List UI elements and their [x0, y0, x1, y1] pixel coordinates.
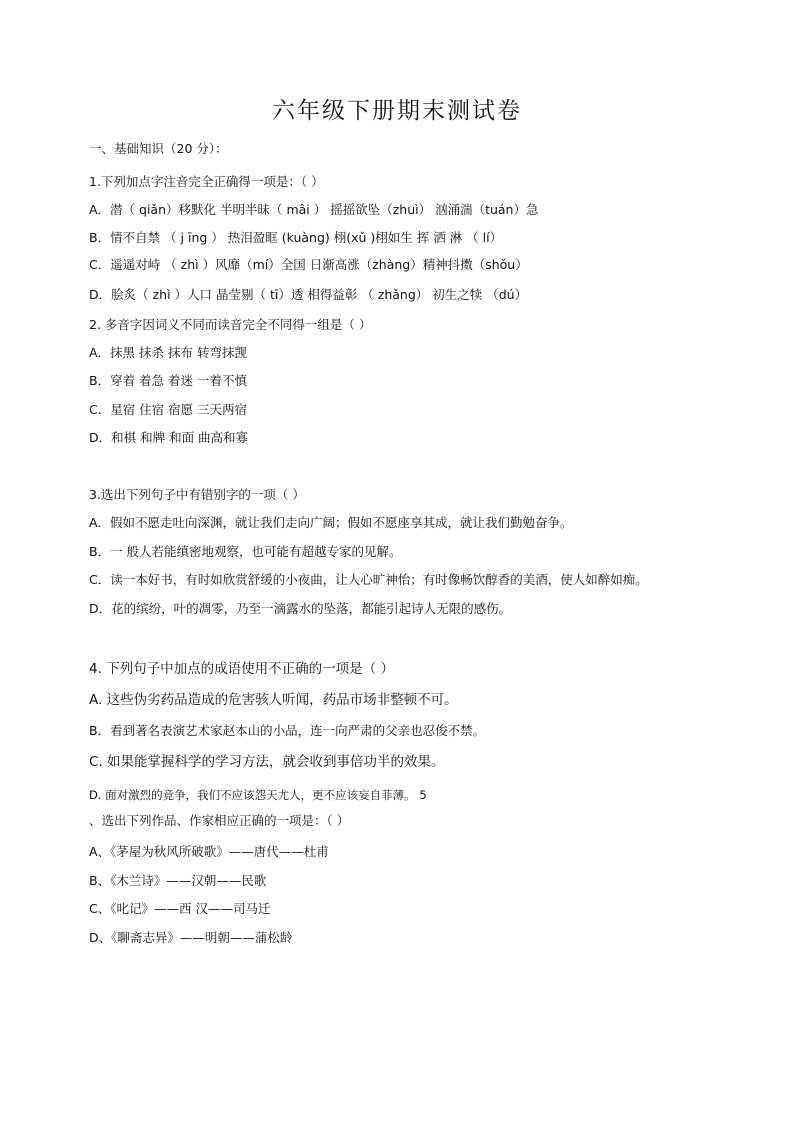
question-2-option-d: D．和棋 和牌 和面 曲高和寡	[89, 430, 249, 445]
question-4-option-b: B．看到著名表演艺术家赵本山的小品，连一向严肃的父亲也忍俊不禁。	[89, 723, 486, 738]
question-1-stem: 1.下列加点字注音完全正确得一项是：（ ）	[89, 174, 324, 189]
question-4-option-a: A. 这些伪劣药品造成的危害骇人听闻，药品市场非整顿不可。	[89, 692, 458, 708]
question-1-option-d: D．脍炙（ zhì ）人口 晶莹剔（ tī）透 相得益彰 （ zhǎng） 初生之犊 （dú）	[89, 287, 528, 302]
question-5-option-c: C、《叱记》——西 汉——司马迁	[89, 901, 271, 916]
question-4-option-d: D. 面对激烈的竞争，我们不应该怨天尤人，更不应该妄自菲薄。 5	[89, 788, 427, 802]
section-heading: 一、基础知识（20 分）：	[89, 141, 228, 156]
question-3-option-d: D．花的缤纷，叶的凋零，乃至一滴露水的坠落，都能引起诗人无限的感伤。	[89, 601, 512, 616]
question-2-stem: 2. 多音字因词义不同而读音完全不同得一组是（ ）	[89, 317, 372, 332]
question-1-option-a: A．潜（ qiǎn）移默化 半明半昧（ mâi ） 摇摇欲坠（zhuì） 汹涌湍（tuán）急	[89, 202, 539, 217]
question-2-option-c: C．星宿 住宿 宿愿 三天两宿	[89, 402, 248, 417]
question-5-option-b: B、《木兰诗》——汉朝——民歌	[89, 873, 267, 888]
question-3-option-c: C．读一本好书，有时如欣赏舒缓的小夜曲，让人心旷神怡；有时像畅饮醇香的美酒，使人如醉如痴。	[89, 572, 648, 587]
question-3-option-b: B．一 般人若能缜密地观察，也可能有超越专家的见解。	[89, 544, 402, 559]
question-3-option-a: A．假如不愿走吐向深渊，就让我们走向广阔；假如不愿座享其成，就让我们勤勉奋争。	[89, 515, 573, 530]
question-5-option-d: D、《聊斋志异》——明朝——蒲松龄	[89, 930, 293, 945]
page-title: 六年级下册期末测试卷	[272, 98, 522, 124]
question-3-stem: 3.选出下列句子中有错别字的一项（ ）	[89, 487, 305, 502]
question-1-option-b: B．情不自禁 （ j īng ） 热泪盈眶 (kuàng) 栩(xǔ )栩如生 挥 洒 淋 （ lí）	[89, 230, 503, 245]
question-4-option-c: C. 如果能掌握科学的学习方法，就会收到事倍功半的效果。	[89, 754, 445, 770]
question-5-stem: 、选出下列作品、作家相应正确的一项是：（ ）	[89, 813, 350, 828]
question-2-option-b: B．穿着 着急 着迷 一着不慎	[89, 373, 247, 388]
question-1-option-c: C．遥遥对峙 （ zhì ）风靡（mí）全国 日渐高涨（zhàng）精神抖擞（shǒu）	[89, 257, 528, 272]
question-5-option-a: A、《茅屋为秋风所破歌》——唐代——杜甫	[89, 844, 329, 859]
question-4-stem: 4. 下列句子中加点的成语使用不正确的一项是（ ）	[89, 661, 394, 677]
question-2-option-a: A．抹黑 抹杀 抹布 转弯抹觊	[89, 345, 247, 360]
